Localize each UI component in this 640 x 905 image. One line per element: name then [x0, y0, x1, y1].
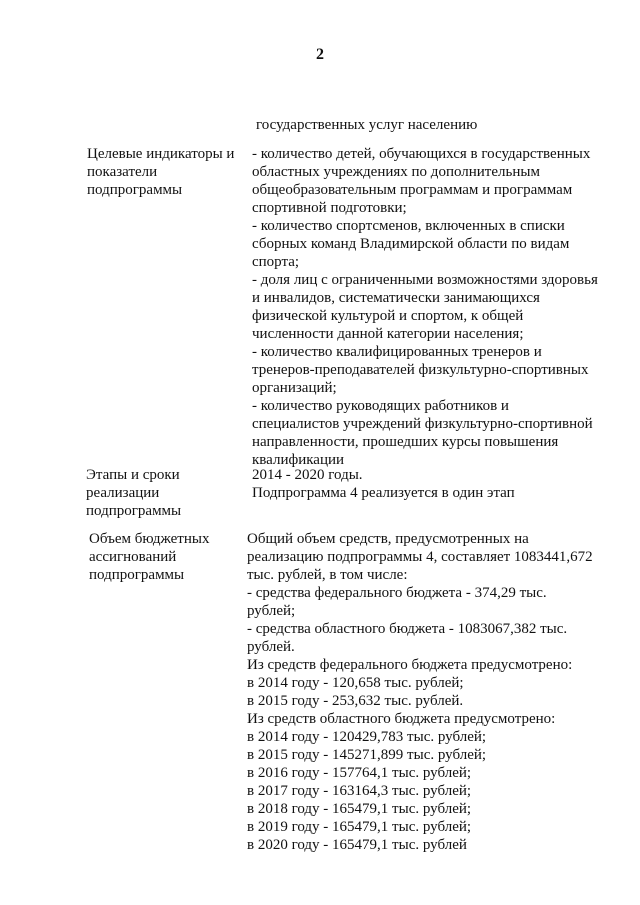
- label-line: реализации: [86, 485, 160, 501]
- label-line: показатели: [87, 164, 158, 180]
- section-label: [89, 530, 249, 584]
- label-line: подпрограммы: [87, 182, 183, 198]
- content-line: Из средств федерального бюджета предусмотрено:: [247, 657, 573, 673]
- content-line: тренеров-преподавателей физкультурно-спортивных: [252, 362, 589, 378]
- label-line: Этапы и сроки: [86, 467, 180, 483]
- content-line: реализацию подпрограммы 4, составляет 1083441,672: [247, 549, 593, 565]
- content-line: 2014 - 2020 годы.: [252, 467, 363, 483]
- section-content: [252, 466, 607, 502]
- content-line: в 2015 году - 145271,899 тыс. рублей;: [247, 747, 487, 763]
- content-line: - количество квалифицированных тренеров и: [252, 344, 542, 360]
- content-line: спорта;: [252, 254, 300, 270]
- content-line: и инвалидов, систематически занимающихся: [252, 290, 540, 306]
- continuation-text: государственных услуг населению: [256, 117, 478, 133]
- content-line: численности данной категории населения;: [252, 326, 524, 342]
- content-line: - средства областного бюджета - 1083067,382 тыс.: [247, 621, 568, 637]
- label-line: подпрограммы: [89, 567, 185, 583]
- content-line: в 2014 году - 120,658 тыс. рублей;: [247, 675, 464, 691]
- content-line: организаций;: [252, 380, 337, 396]
- content-line: рублей;: [247, 603, 296, 619]
- content-line: общеобразовательным программам и программам: [252, 182, 573, 198]
- content-line: в 2014 году - 120429,783 тыс. рублей;: [247, 729, 487, 745]
- content-line: в 2016 году - 157764,1 тыс. рублей;: [247, 765, 472, 781]
- content-line: - количество руководящих работников и: [252, 398, 509, 414]
- content-line: тыс. рублей, в том числе:: [247, 567, 408, 583]
- content-line: Из средств областного бюджета предусмотрено:: [247, 711, 556, 727]
- content-line: специалистов учреждений физкультурно-спортивной: [252, 416, 593, 432]
- content-line: в 2015 году - 253,632 тыс. рублей.: [247, 693, 464, 709]
- label-line: Целевые индикаторы и: [87, 146, 235, 162]
- content-line: - количество спортсменов, включенных в списки: [252, 218, 565, 234]
- content-line: направленности, прошедших курсы повышения: [252, 434, 559, 450]
- content-line: областных учреждениях по дополнительным: [252, 164, 540, 180]
- content-line: в 2017 году - 163164,3 тыс. рублей;: [247, 783, 472, 799]
- content-line: сборных команд Владимирской области по видам: [252, 236, 570, 252]
- content-line: - количество детей, обучающихся в государственных: [252, 146, 591, 162]
- content-line: Общий объем средств, предусмотренных на: [247, 531, 529, 547]
- content-line: квалификации: [252, 452, 345, 468]
- content-line: в 2020 году - 165479,1 тыс. рублей: [247, 837, 467, 853]
- content-line: рублей.: [247, 639, 295, 655]
- page-number: 2: [316, 46, 324, 63]
- section-content: [247, 530, 602, 854]
- section-label: [87, 145, 247, 199]
- label-line: ассигнований: [89, 549, 177, 565]
- content-line: физической культурой и спортом, к общей: [252, 308, 524, 324]
- content-line: в 2018 году - 165479,1 тыс. рублей;: [247, 801, 472, 817]
- content-line: Подпрограмма 4 реализуется в один этап: [252, 485, 515, 501]
- section-content: [252, 145, 607, 469]
- label-line: Объем бюджетных: [89, 531, 210, 547]
- label-line: подпрограммы: [86, 503, 182, 519]
- section-label: [86, 466, 246, 520]
- content-line: в 2019 году - 165479,1 тыс. рублей;: [247, 819, 472, 835]
- content-line: - доля лиц с ограниченными возможностями здоровья: [252, 272, 598, 288]
- content-line: - средства федерального бюджета - 374,29 тыс.: [247, 585, 547, 601]
- content-line: спортивной подготовки;: [252, 200, 407, 216]
